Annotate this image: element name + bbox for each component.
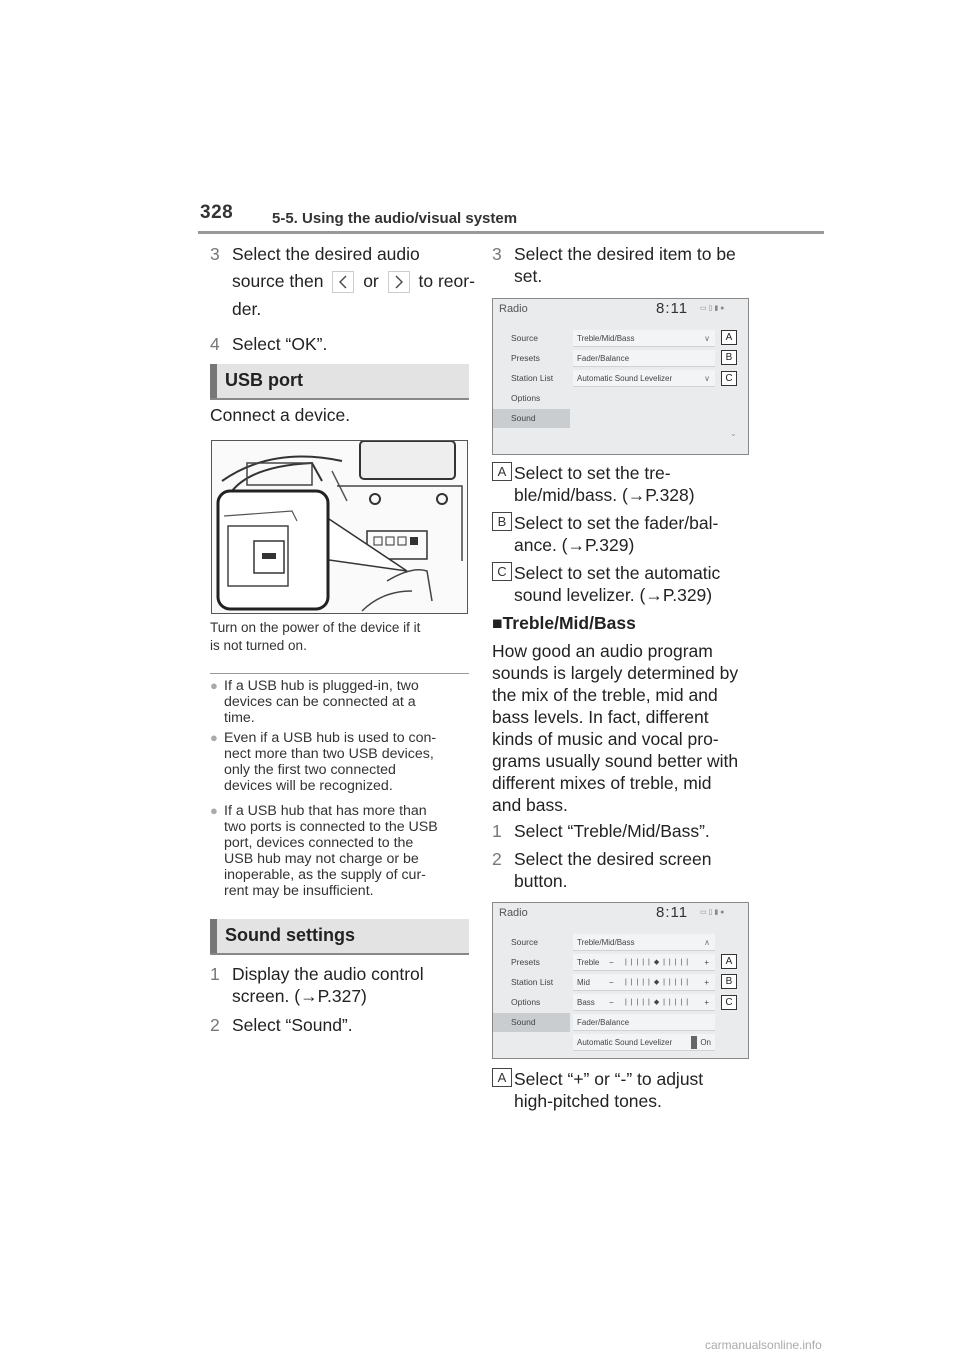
section-title: 5-5. Using the audio/visual system [272,210,518,227]
note-line: If a USB hub that has more than [224,803,427,819]
label-a: A [492,1068,512,1087]
menu-source[interactable]: Source [511,333,538,343]
step-number: 3 [492,244,502,264]
chevron-down-icon: ∨ [704,374,710,383]
label-a-text-line1: Select “+” or “-” to adjust [514,1069,704,1089]
callout-c: C [721,995,737,1010]
right-step-3 [492,243,736,265]
note-item [210,803,472,899]
step-3 [210,243,420,265]
scroll-down-icon[interactable]: ⌄ [730,429,737,438]
slider-label: Treble [577,958,600,967]
heading-rule [210,398,469,400]
callout-a: A [721,330,737,345]
step-number: 2 [492,849,502,869]
auto-sound-levelizer-row[interactable] [573,1034,715,1051]
para-line: sounds is largely determined by [492,663,739,683]
row-label: Automatic Sound Levelizer [577,1038,673,1047]
tmb-step-2 [492,848,711,870]
label-b-line1: Select to set the fader/bal- [514,513,719,533]
notes-divider [210,673,469,674]
slider-track[interactable]: | | | | | ◆ | | | | | [625,999,690,1006]
bass-slider-row [573,994,715,1011]
para-line: the mix of the treble, mid and [492,685,718,705]
heading-rule [210,953,469,955]
plus-button[interactable]: + [704,958,709,967]
step-number: 1 [210,964,220,984]
callout-a: A [721,954,737,969]
slider-track[interactable]: | | | | | ◆ | | | | | [625,979,690,986]
auto-sound-levelizer-button[interactable] [573,370,715,387]
plus-button[interactable]: + [704,998,709,1007]
callout-b: B [721,350,737,365]
step-4 [210,333,327,355]
usb-port-illustration [211,440,468,614]
step-number: 3 [210,244,220,264]
usb-caption-line2: is not turned on. [210,638,307,653]
note-line: rent may be insufficient. [224,883,374,899]
note-line: USB hub may not charge or be [224,851,419,867]
menu-presets[interactable]: Presets [511,353,540,363]
label-c: C [492,562,512,581]
label-a-text-line2: high-pitched tones. [514,1091,662,1111]
note-item [210,678,472,726]
label-b: B [492,512,512,531]
slider-label: Mid [577,978,590,987]
step-3-line3: der. [232,299,262,319]
plus-button[interactable]: + [704,978,709,987]
status-icons: ▭ ▯ ▮ ● [700,909,725,916]
note-line: only the first two connected [224,762,396,778]
status-icons: ▭ ▯ ▮ ● [700,305,725,312]
chevron-left-icon [332,271,354,293]
fader-balance-button[interactable] [573,1014,715,1031]
para-line: bass levels. In fact, different [492,707,709,727]
tmb-step-2-line2: button. [514,871,568,891]
note-line: inoperable, as the supply of cur- [224,867,426,883]
sound-step-2 [210,1014,353,1036]
minus-button[interactable]: − [609,958,614,967]
step-text: Select the desired item to be [514,244,736,264]
radio-screen-treble [492,902,749,1059]
step-text: Display the audio control [232,964,424,984]
note-line: port, devices connected to the [224,835,414,851]
note-line: Even if a USB hub is used to con- [224,730,437,746]
slider-track[interactable]: | | | | | ◆ | | | | | [625,959,690,966]
menu-station-list[interactable]: Station List [511,373,554,383]
row-label: Fader/Balance [577,1018,630,1027]
fader-balance-button[interactable] [573,350,715,367]
row-label: Treble/Mid/Bass [577,334,635,343]
right-step-3-line2: set. [514,266,543,286]
callout-c: C [721,371,737,386]
header-divider [198,231,824,234]
step-text: Select “OK”. [232,334,328,354]
usb-port-heading [210,364,469,398]
step-3-line2 [232,270,475,293]
menu-presets[interactable]: Presets [511,957,540,967]
tmb-step-1 [492,820,710,842]
bullet-icon: ● [210,730,218,745]
bullet-icon: ● [210,678,218,693]
step-text: Select the desired screen [514,849,712,869]
label-a-line1: Select to set the tre- [514,463,671,483]
minus-button[interactable]: − [609,998,614,1007]
note-line: time. [224,710,255,726]
label-b-line2: ance. (→P.329) [514,535,635,555]
toggle-indicator [691,1036,697,1049]
chevron-up-icon: ∧ [704,938,710,947]
step-text: to reor- [418,271,475,291]
chevron-right-icon [388,271,410,293]
treble-mid-bass-header[interactable] [573,934,715,951]
screen-title: Radio [499,303,528,315]
menu-options[interactable]: Options [511,393,541,403]
sound-settings-heading [210,919,469,953]
radio-screen-sound [492,298,749,455]
note-line: devices will be recognized. [224,778,393,794]
sound-step-1-line2: screen. (→P.327) [232,986,367,1006]
menu-source[interactable]: Source [511,937,538,947]
page-number: 328 [200,202,234,223]
watermark: carmanualsonline.info [705,1338,822,1352]
menu-sound[interactable]: Sound [493,409,570,428]
menu-station-list[interactable]: Station List [511,977,554,987]
treble-mid-bass-button[interactable] [573,330,715,347]
heading-text: USB port [225,370,303,390]
screen-time: 8:11 [656,904,689,921]
para-line: grams usually sound better with [492,751,739,771]
para-line: different mixes of treble, mid [492,773,712,793]
step-text: source then [232,271,324,291]
sound-step-1 [210,963,424,985]
treble-mid-bass-subheading: ■Treble/Mid/Bass [492,613,636,633]
usb-instruction: Connect a device. [210,405,351,425]
treble-slider-row [573,954,715,971]
screen-time: 8:11 [656,300,689,317]
label-a: A [492,462,512,481]
step-number: 2 [210,1015,220,1035]
menu-options[interactable]: Options [511,997,541,1007]
note-line: devices can be connected at a [224,694,416,710]
row-label: Automatic Sound Levelizer [577,374,673,383]
label-c-line2: sound levelizer. (→P.329) [514,585,713,605]
para-line: and bass. [492,795,568,815]
callout-b: B [721,974,737,989]
slider-label: Bass [577,998,595,1007]
note-line: nect more than two USB devices, [224,746,434,762]
step-text: Select “Sound”. [232,1015,353,1035]
step-text: Select “Treble/Mid/Bass”. [514,821,710,841]
chevron-down-icon: ∨ [704,334,710,343]
menu-sound[interactable]: Sound [493,1013,570,1032]
bullet-icon: ● [210,803,218,818]
heading-text: Sound settings [225,925,355,945]
note-item [210,730,472,794]
note-line: two ports is connected to the USB [224,819,438,835]
step-text: Select the desired audio [232,244,420,264]
or-text: or [363,271,379,291]
note-line: If a USB hub is plugged-in, two [224,678,419,694]
toggle-value: On [700,1038,711,1047]
para-line: How good an audio program [492,641,713,661]
usb-caption-line1: Turn on the power of the device if it [210,620,421,635]
step-number: 4 [210,334,220,354]
mid-slider-row [573,974,715,991]
label-c-line1: Select to set the automatic [514,563,721,583]
label-a-line2: ble/mid/bass. (→P.328) [514,485,695,505]
row-label: Treble/Mid/Bass [577,938,635,947]
minus-button[interactable]: − [609,978,614,987]
screen-title: Radio [499,907,528,919]
para-line: kinds of music and vocal pro- [492,729,719,749]
row-label: Fader/Balance [577,354,630,363]
step-number: 1 [492,821,502,841]
